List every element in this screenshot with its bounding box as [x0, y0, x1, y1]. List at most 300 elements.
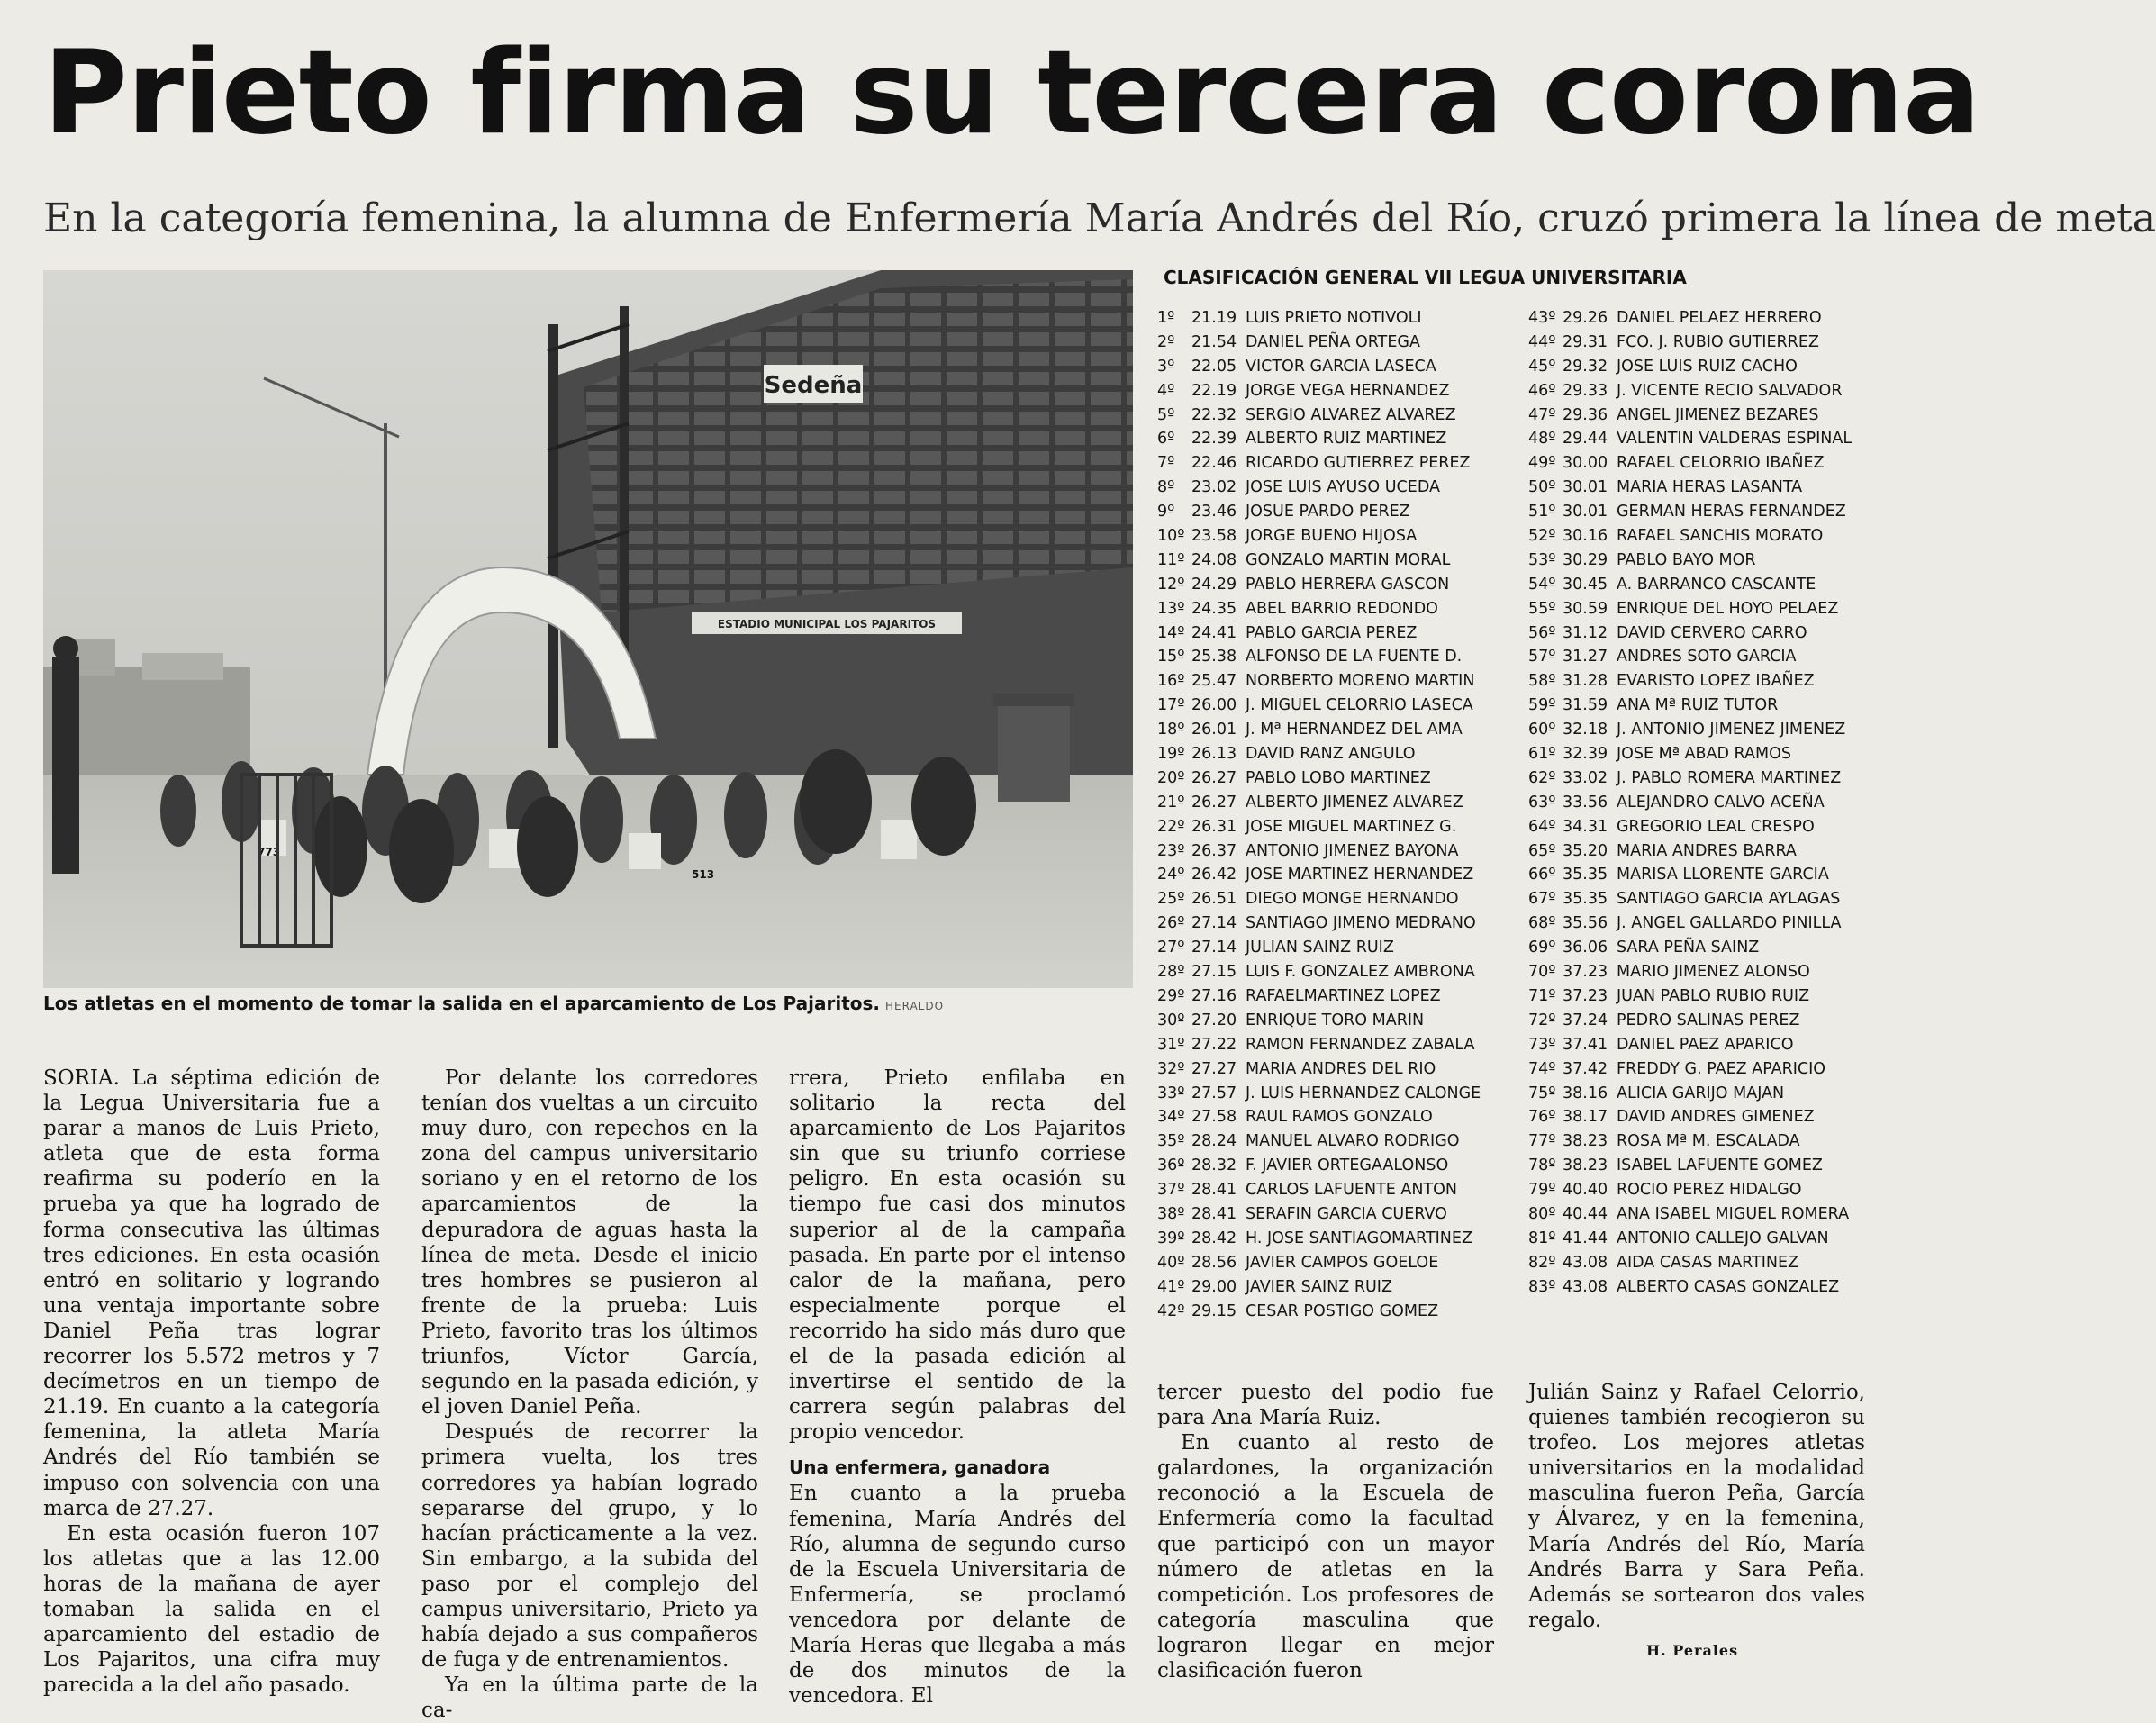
- result-position: 73º: [1528, 1035, 1556, 1054]
- result-position: 49º: [1528, 454, 1556, 473]
- result-name: ALBERTO JIMENEZ ALVAREZ: [1246, 793, 1463, 812]
- paragraph: Después de recorrer la primera vuelta, los tres corredores ya habían logrado separarse del grupo, y lo hacían prácticamente a la vez. Sin embargo, a la subida del paso por el complejo del campus universitario, Prieto ya había dejado a sus compañeros de fuga y de entrenamientos.: [421, 1420, 758, 1673]
- result-row: [1157, 1300, 1528, 1324]
- result-name: JOSE LUIS RUIZ CACHO: [1617, 357, 1798, 376]
- result-time: 31.12: [1563, 623, 1608, 642]
- result-position: 67º: [1528, 890, 1556, 909]
- result-time: 26.00: [1191, 696, 1237, 715]
- result-name: RAFAEL CELORRIO IBAÑEZ: [1617, 454, 1825, 473]
- result-position: 17º: [1157, 696, 1185, 715]
- result-position: 1º: [1157, 309, 1175, 327]
- result-name: JULIAN SAINZ RUIZ: [1246, 939, 1394, 957]
- result-time: 30.16: [1563, 527, 1608, 546]
- result-name: DANIEL PELAEZ HERRERO: [1617, 309, 1822, 327]
- photo-caption: [43, 991, 944, 1019]
- result-name: ANTONIO CALLEJO GALVAN: [1617, 1229, 1829, 1247]
- result-position: 71º: [1528, 986, 1556, 1005]
- result-time: 22.19: [1191, 381, 1237, 400]
- results-column-right: [1528, 306, 1899, 1300]
- result-time: 31.27: [1563, 648, 1608, 667]
- result-row: [1157, 936, 1528, 960]
- result-name: RAMON FERNANDEZ ZABALA: [1246, 1035, 1475, 1054]
- result-time: 29.00: [1191, 1277, 1237, 1296]
- result-name: DANIEL PAEZ APARICO: [1617, 1035, 1794, 1054]
- results-title: CLASIFICACIÓN GENERAL VII LEGUA UNIVERSITARIA: [1164, 267, 1687, 288]
- race-start-photo: [43, 270, 1133, 988]
- result-position: 11º: [1157, 550, 1185, 569]
- article-column-2: [421, 1066, 758, 1723]
- result-position: 61º: [1528, 745, 1556, 764]
- result-name: JORGE BUENO HIJOSA: [1246, 527, 1418, 546]
- result-row: [1528, 476, 1899, 500]
- result-name: MARIA ANDRES DEL RIO: [1246, 1059, 1436, 1078]
- result-time: 38.23: [1563, 1132, 1608, 1151]
- result-name: ABEL BARRIO REDONDO: [1246, 599, 1438, 618]
- result-time: 29.44: [1563, 430, 1608, 449]
- result-time: 26.27: [1191, 768, 1237, 787]
- result-row: [1157, 379, 1528, 404]
- result-position: 38º: [1157, 1204, 1185, 1223]
- result-name: JUAN PABLO RUBIO RUIZ: [1617, 986, 1810, 1005]
- photo-credit: HERALDO: [885, 1000, 945, 1012]
- paragraph: Julián Sainz y Rafael Celorrio, quienes también recogieron su trofeo. Los mejores atletas universitarios en la modalidad masculina fueron Peña, García y Álvarez, y en la femenina, María Andrés del Río, María Andrés Barra y Sara Peña. Además se sortearon dos vales regalo.: [1528, 1381, 1865, 1632]
- result-name: ALBERTO CASAS GONZALEZ: [1617, 1277, 1840, 1296]
- result-row: [1157, 1154, 1528, 1178]
- result-row: [1528, 984, 1899, 1009]
- result-row: [1157, 1227, 1528, 1251]
- result-row: [1528, 718, 1899, 742]
- result-time: 22.32: [1191, 405, 1237, 424]
- result-time: 32.39: [1563, 745, 1608, 764]
- result-position: 68º: [1528, 914, 1556, 933]
- result-row: [1528, 1275, 1899, 1300]
- result-row: [1528, 1251, 1899, 1275]
- result-name: J. ANGEL GALLARDO PINILLA: [1617, 914, 1842, 933]
- result-row: [1157, 355, 1528, 379]
- result-row: [1528, 306, 1899, 331]
- result-position: 52º: [1528, 527, 1556, 546]
- result-position: 22º: [1157, 817, 1185, 836]
- result-time: 21.19: [1191, 309, 1237, 327]
- result-time: 38.17: [1563, 1108, 1608, 1127]
- paragraph: En esta ocasión fueron 107 los atletas que a las 12.00 horas de la mañana de ayer tomaban la salida en el aparcamiento del estadio de Los Pajaritos, una cifra muy parecida a la del año pasado.: [43, 1521, 380, 1698]
- result-row: [1157, 1105, 1528, 1129]
- result-time: 27.22: [1191, 1035, 1237, 1054]
- result-name: SANTIAGO JIMENO MEDRANO: [1246, 914, 1476, 933]
- result-position: 14º: [1157, 623, 1185, 642]
- result-name: LUIS PRIETO NOTIVOLI: [1246, 309, 1422, 327]
- result-position: 76º: [1528, 1108, 1556, 1127]
- result-position: 37º: [1157, 1181, 1185, 1200]
- bib-773: 773: [258, 846, 281, 858]
- result-name: NORBERTO MORENO MARTIN: [1246, 672, 1475, 691]
- result-name: JOSUE PARDO PEREZ: [1246, 503, 1410, 521]
- result-position: 62º: [1528, 768, 1556, 787]
- result-time: 26.01: [1191, 721, 1237, 739]
- result-name: VALENTIN VALDERAS ESPINAL: [1617, 430, 1853, 449]
- result-name: MANUEL ALVARO RODRIGO: [1246, 1132, 1460, 1151]
- result-position: 5º: [1157, 405, 1175, 424]
- result-position: 41º: [1157, 1277, 1185, 1296]
- result-row: [1528, 645, 1899, 669]
- result-row: [1157, 1275, 1528, 1300]
- result-position: 51º: [1528, 503, 1556, 521]
- result-row: [1157, 1129, 1528, 1154]
- result-position: 23º: [1157, 841, 1185, 860]
- result-row: [1528, 839, 1899, 864]
- result-time: 29.15: [1191, 1301, 1237, 1320]
- result-name: J. Mª HERNANDEZ DEL AMA: [1246, 721, 1463, 739]
- result-name: RAFAELMARTINEZ LOPEZ: [1246, 986, 1441, 1005]
- result-position: 35º: [1157, 1132, 1185, 1151]
- result-time: 23.46: [1191, 503, 1237, 521]
- result-row: [1528, 573, 1899, 597]
- result-time: 40.44: [1563, 1204, 1608, 1223]
- result-time: 37.41: [1563, 1035, 1608, 1054]
- paragraph: Ya en la última parte de la ca-: [421, 1673, 758, 1723]
- result-row: [1528, 451, 1899, 476]
- result-position: 15º: [1157, 648, 1185, 667]
- result-position: 44º: [1528, 332, 1556, 351]
- result-time: 21.54: [1191, 332, 1237, 351]
- result-row: [1157, 451, 1528, 476]
- result-name: MARIA ANDRES BARRA: [1617, 841, 1797, 860]
- paragraph: rrera, Prieto enfilaba en solitario la recta del aparcamiento de Los Pajaritos sin que su triunfo corriese peligro. En esta ocasión su tiempo fue casi dos minutos superior al de la campaña pasada. En parte por el intenso calor de la mañana, pero especialmente porque el recorrido ha sido más duro que el de la pasada edición al invertirse el sentido de la carrera según palabras del propio vencedor.: [789, 1066, 1126, 1445]
- result-position: 8º: [1157, 478, 1175, 497]
- result-row: [1157, 863, 1528, 887]
- result-position: 21º: [1157, 793, 1185, 812]
- result-position: 64º: [1528, 817, 1556, 836]
- result-row: [1157, 718, 1528, 742]
- result-time: 37.42: [1563, 1059, 1608, 1078]
- result-time: 29.26: [1563, 309, 1608, 327]
- result-row: [1157, 815, 1528, 839]
- result-position: 59º: [1528, 696, 1556, 715]
- result-name: CESAR POSTIGO GOMEZ: [1246, 1301, 1439, 1320]
- article-column-3: [789, 1066, 1126, 1709]
- result-row: [1528, 355, 1899, 379]
- result-name: H. JOSE SANTIAGOMARTINEZ: [1246, 1229, 1472, 1247]
- result-position: 48º: [1528, 430, 1556, 449]
- result-name: GONZALO MARTIN MORAL: [1246, 550, 1451, 569]
- result-row: [1528, 1129, 1899, 1154]
- result-name: JOSE MARTINEZ HERNANDEZ: [1246, 866, 1474, 884]
- result-time: 29.33: [1563, 381, 1608, 400]
- result-time: 26.31: [1191, 817, 1237, 836]
- result-name: J. MIGUEL CELORRIO LASECA: [1246, 696, 1473, 715]
- result-time: 26.37: [1191, 841, 1237, 860]
- result-time: 30.29: [1563, 550, 1608, 569]
- result-position: 70º: [1528, 963, 1556, 982]
- result-time: 38.23: [1563, 1156, 1608, 1175]
- result-name: FCO. J. RUBIO GUTIERREZ: [1617, 332, 1819, 351]
- result-name: ALBERTO RUIZ MARTINEZ: [1246, 430, 1447, 449]
- result-time: 28.32: [1191, 1156, 1237, 1175]
- result-row: [1528, 524, 1899, 549]
- result-row: [1157, 1202, 1528, 1227]
- result-name: DAVID CERVERO CARRO: [1617, 623, 1807, 642]
- result-row: [1157, 839, 1528, 864]
- result-name: DAVID ANDRES GIMENEZ: [1617, 1108, 1815, 1127]
- result-name: PABLO GARCIA PEREZ: [1246, 623, 1418, 642]
- result-name: SANTIAGO GARCIA AYLAGAS: [1617, 890, 1841, 909]
- byline: H. Perales: [1646, 1642, 1739, 1659]
- result-position: 80º: [1528, 1204, 1556, 1223]
- result-name: ROCIO PEREZ HIDALGO: [1617, 1181, 1802, 1200]
- result-name: SERAFIN GARCIA CUERVO: [1246, 1204, 1447, 1223]
- result-position: 82º: [1528, 1253, 1556, 1272]
- result-time: 28.41: [1191, 1204, 1237, 1223]
- result-row: [1157, 742, 1528, 766]
- result-row: [1528, 960, 1899, 984]
- result-name: PABLO BAYO MOR: [1617, 550, 1756, 569]
- result-row: [1157, 1178, 1528, 1202]
- result-position: 54º: [1528, 575, 1556, 594]
- result-time: 37.23: [1563, 986, 1608, 1005]
- result-row: [1528, 911, 1899, 936]
- result-position: 29º: [1157, 986, 1185, 1005]
- result-name: ANDRES SOTO GARCIA: [1617, 648, 1797, 667]
- result-position: 66º: [1528, 866, 1556, 884]
- result-name: ALICIA GARIJO MAJAN: [1617, 1084, 1785, 1102]
- result-name: ALEJANDRO CALVO ACEÑA: [1617, 793, 1825, 812]
- result-position: 79º: [1528, 1181, 1556, 1200]
- result-time: 41.44: [1563, 1229, 1608, 1247]
- result-time: 23.58: [1191, 527, 1237, 546]
- result-row: [1157, 645, 1528, 669]
- result-position: 24º: [1157, 866, 1185, 884]
- result-position: 31º: [1157, 1035, 1185, 1054]
- result-time: 30.01: [1563, 503, 1608, 521]
- result-name: J. VICENTE RECIO SALVADOR: [1617, 381, 1843, 400]
- result-time: 27.57: [1191, 1084, 1237, 1102]
- result-row: [1528, 863, 1899, 887]
- result-time: 29.32: [1563, 357, 1608, 376]
- result-name: AIDA CASAS MARTINEZ: [1617, 1253, 1799, 1272]
- result-name: ANA ISABEL MIGUEL ROMERA: [1617, 1204, 1850, 1223]
- result-row: [1528, 379, 1899, 404]
- result-row: [1528, 404, 1899, 428]
- result-position: 27º: [1157, 939, 1185, 957]
- result-row: [1528, 694, 1899, 718]
- result-time: 25.38: [1191, 648, 1237, 667]
- sign-sedena: Sedeña: [764, 372, 863, 399]
- result-name: J. ANTONIO JIMENEZ JIMENEZ: [1617, 721, 1846, 739]
- result-time: 40.40: [1563, 1181, 1608, 1200]
- result-time: 37.23: [1563, 963, 1608, 982]
- result-time: 29.36: [1563, 405, 1608, 424]
- result-row: [1528, 621, 1899, 646]
- result-row: [1528, 549, 1899, 573]
- result-name: DANIEL PEÑA ORTEGA: [1246, 332, 1420, 351]
- result-row: [1528, 1105, 1899, 1129]
- result-name: RICARDO GUTIERREZ PEREZ: [1246, 454, 1471, 473]
- result-position: 16º: [1157, 672, 1185, 691]
- result-row: [1157, 669, 1528, 694]
- result-time: 27.15: [1191, 963, 1237, 982]
- result-name: ROSA Mª M. ESCALADA: [1617, 1132, 1800, 1151]
- result-time: 26.42: [1191, 866, 1237, 884]
- article-column-1: [43, 1066, 380, 1698]
- result-position: 78º: [1528, 1156, 1556, 1175]
- result-position: 47º: [1528, 405, 1556, 424]
- result-row: [1157, 984, 1528, 1009]
- result-name: GREGORIO LEAL CRESPO: [1617, 817, 1815, 836]
- result-position: 42º: [1157, 1301, 1185, 1320]
- result-time: 26.27: [1191, 793, 1237, 812]
- result-position: 6º: [1157, 430, 1175, 449]
- result-position: 81º: [1528, 1229, 1556, 1247]
- result-position: 34º: [1157, 1108, 1185, 1127]
- result-time: 33.56: [1563, 793, 1608, 812]
- result-name: RAFAEL SANCHIS MORATO: [1617, 527, 1824, 546]
- result-row: [1528, 1057, 1899, 1082]
- result-row: [1157, 911, 1528, 936]
- result-name: DIEGO MONGE HERNANDO: [1246, 890, 1459, 909]
- result-row: [1528, 815, 1899, 839]
- article-column-4: [1157, 1380, 1494, 1683]
- result-row: [1528, 1033, 1899, 1057]
- result-row: [1528, 1009, 1899, 1033]
- result-row: [1157, 427, 1528, 451]
- result-time: 30.00: [1563, 454, 1608, 473]
- result-row: [1157, 1033, 1528, 1057]
- result-name: PEDRO SALINAS PEREZ: [1617, 1011, 1800, 1029]
- result-name: PABLO HERRERA GASCON: [1246, 575, 1450, 594]
- result-time: 28.56: [1191, 1253, 1237, 1272]
- result-row: [1157, 960, 1528, 984]
- result-position: 3º: [1157, 357, 1175, 376]
- result-row: [1157, 331, 1528, 355]
- result-row: [1528, 331, 1899, 355]
- result-position: 13º: [1157, 599, 1185, 618]
- result-name: JAVIER CAMPOS GOELOE: [1246, 1253, 1439, 1272]
- article-column-5: [1528, 1380, 1865, 1633]
- result-name: J. LUIS HERNANDEZ CALONGE: [1246, 1084, 1481, 1102]
- result-row: [1528, 500, 1899, 524]
- result-time: 22.46: [1191, 454, 1237, 473]
- result-time: 24.29: [1191, 575, 1237, 594]
- result-name: JOSE MIGUEL MARTINEZ G.: [1246, 817, 1457, 836]
- sign-stadium: ESTADIO MUNICIPAL LOS PAJARITOS: [717, 618, 937, 630]
- result-name: MARIO JIMENEZ ALONSO: [1617, 963, 1810, 982]
- result-position: 63º: [1528, 793, 1556, 812]
- result-time: 24.08: [1191, 550, 1237, 569]
- result-time: 22.05: [1191, 357, 1237, 376]
- result-time: 25.47: [1191, 672, 1237, 691]
- result-position: 2º: [1157, 332, 1175, 351]
- result-name: ANGEL JIMENEZ BEZARES: [1617, 405, 1819, 424]
- result-time: 22.39: [1191, 430, 1237, 449]
- result-time: 26.51: [1191, 890, 1237, 909]
- result-row: [1157, 1251, 1528, 1275]
- result-time: 35.35: [1563, 890, 1608, 909]
- result-position: 19º: [1157, 745, 1185, 764]
- result-name: ENRIQUE DEL HOYO PELAEZ: [1617, 599, 1839, 618]
- result-time: 31.59: [1563, 696, 1608, 715]
- result-time: 27.27: [1191, 1059, 1237, 1078]
- result-row: [1528, 1227, 1899, 1251]
- result-row: [1528, 427, 1899, 451]
- result-time: 35.35: [1563, 866, 1608, 884]
- result-name: PABLO LOBO MARTINEZ: [1246, 768, 1431, 787]
- result-row: [1528, 766, 1899, 791]
- result-row: [1528, 1178, 1899, 1202]
- result-name: A. BARRANCO CASCANTE: [1617, 575, 1816, 594]
- result-row: [1528, 669, 1899, 694]
- caption-text: Los atletas en el momento de tomar la salida en el aparcamiento de Los Pajaritos.: [43, 993, 881, 1014]
- result-time: 38.16: [1563, 1084, 1608, 1102]
- bib-513: 513: [692, 868, 715, 881]
- result-position: 12º: [1157, 575, 1185, 594]
- result-row: [1157, 500, 1528, 524]
- result-time: 35.20: [1563, 841, 1608, 860]
- result-position: 33º: [1157, 1084, 1185, 1102]
- result-name: LUIS F. GONZALEZ AMBRONA: [1246, 963, 1475, 982]
- paragraph: SORIA. La séptima edición de la Legua Universitaria fue a parar a manos de Luis Prieto, atleta que de esta forma reafirma su poderío en la prueba ya que ha logrado de forma consecutiva las últimas tres ediciones. En esta ocasión entró en solitario y logrando una ventaja importante sobre Daniel Peña tras lograr recorrer los 5.572 metros y 7 decímetros en un tiempo de 21.19. En cuanto a la categoría femenina, la atleta María Andrés del Río también se impuso con solvencia con una marca de 27.27.: [43, 1066, 380, 1520]
- result-time: 28.42: [1191, 1229, 1237, 1247]
- paragraph: Por delante los corredores tenían dos vueltas a un circuito muy duro, con repechos en la zona del campus universitario soriano y en el retorno de los aparcamientos de la depuradora de aguas hasta la línea de meta. Desde el inicio tres hombres se pusieron al frente de la prueba: Luis Prieto, favorito tras los últimos triunfos, Víctor García, segundo en la pasada edición, y el joven Daniel Peña.: [421, 1066, 758, 1419]
- result-position: 65º: [1528, 841, 1556, 860]
- result-time: 35.56: [1563, 914, 1608, 933]
- result-time: 43.08: [1563, 1277, 1608, 1296]
- result-row: [1157, 766, 1528, 791]
- result-position: 60º: [1528, 721, 1556, 739]
- result-position: 36º: [1157, 1156, 1185, 1175]
- result-row: [1157, 597, 1528, 621]
- result-row: [1157, 887, 1528, 911]
- result-position: 9º: [1157, 503, 1175, 521]
- subtitle: En la categoría femenina, la alumna de Enfermería María Andrés del Río, cruzó primera la línea de meta: [43, 195, 2156, 241]
- result-time: 27.14: [1191, 914, 1237, 933]
- result-row: [1528, 1202, 1899, 1227]
- result-time: 27.20: [1191, 1011, 1237, 1029]
- result-row: [1528, 887, 1899, 911]
- result-time: 28.41: [1191, 1181, 1237, 1200]
- result-time: 24.35: [1191, 599, 1237, 618]
- result-name: SERGIO ALVAREZ ALVAREZ: [1246, 405, 1456, 424]
- result-name: FREDDY G. PAEZ APARICIO: [1617, 1059, 1826, 1078]
- result-name: ANA Mª RUIZ TUTOR: [1617, 696, 1779, 715]
- result-position: 69º: [1528, 939, 1556, 957]
- result-name: RAUL RAMOS GONZALO: [1246, 1108, 1433, 1127]
- subheading: Una enfermera, ganadora: [789, 1456, 1051, 1479]
- result-time: 30.45: [1563, 575, 1608, 594]
- result-time: 29.31: [1563, 332, 1608, 351]
- result-position: 57º: [1528, 648, 1556, 667]
- result-time: 30.59: [1563, 599, 1608, 618]
- result-name: ANTONIO JIMENEZ BAYONA: [1246, 841, 1459, 860]
- result-name: MARIA HERAS LASANTA: [1617, 478, 1803, 497]
- result-position: 40º: [1157, 1253, 1185, 1272]
- result-row: [1157, 1057, 1528, 1082]
- result-name: ISABEL LAFUENTE GOMEZ: [1617, 1156, 1823, 1175]
- result-row: [1157, 549, 1528, 573]
- result-time: 23.02: [1191, 478, 1237, 497]
- result-position: 39º: [1157, 1229, 1185, 1247]
- result-row: [1528, 1082, 1899, 1106]
- result-name: CARLOS LAFUENTE ANTON: [1246, 1181, 1457, 1200]
- headline: Prieto firma su tercera corona: [43, 26, 1980, 160]
- result-position: 56º: [1528, 623, 1556, 642]
- paragraph: En cuanto a la prueba femenina, María Andrés del Río, alumna de segundo curso de la Escuela Universitaria de Enfermería, se proclamó vencedora por delante de María Heras que llegaba a más de dos minutos de la vencedora. El: [789, 1482, 1126, 1709]
- result-row: [1157, 306, 1528, 331]
- result-name: ALFONSO DE LA FUENTE D.: [1246, 648, 1463, 667]
- paragraph: tercer puesto del podio fue para Ana María Ruiz.: [1157, 1381, 1494, 1430]
- paragraph: En cuanto al resto de galardones, la organización reconoció a la Escuela de Enfermería como la facultad que participó con un mayor número de atletas en la competición. Los profesores de categoría masculina que lograron llegar en mejor clasificación fueron: [1157, 1431, 1494, 1683]
- result-time: 34.31: [1563, 817, 1608, 836]
- result-name: ENRIQUE TORO MARIN: [1246, 1011, 1425, 1029]
